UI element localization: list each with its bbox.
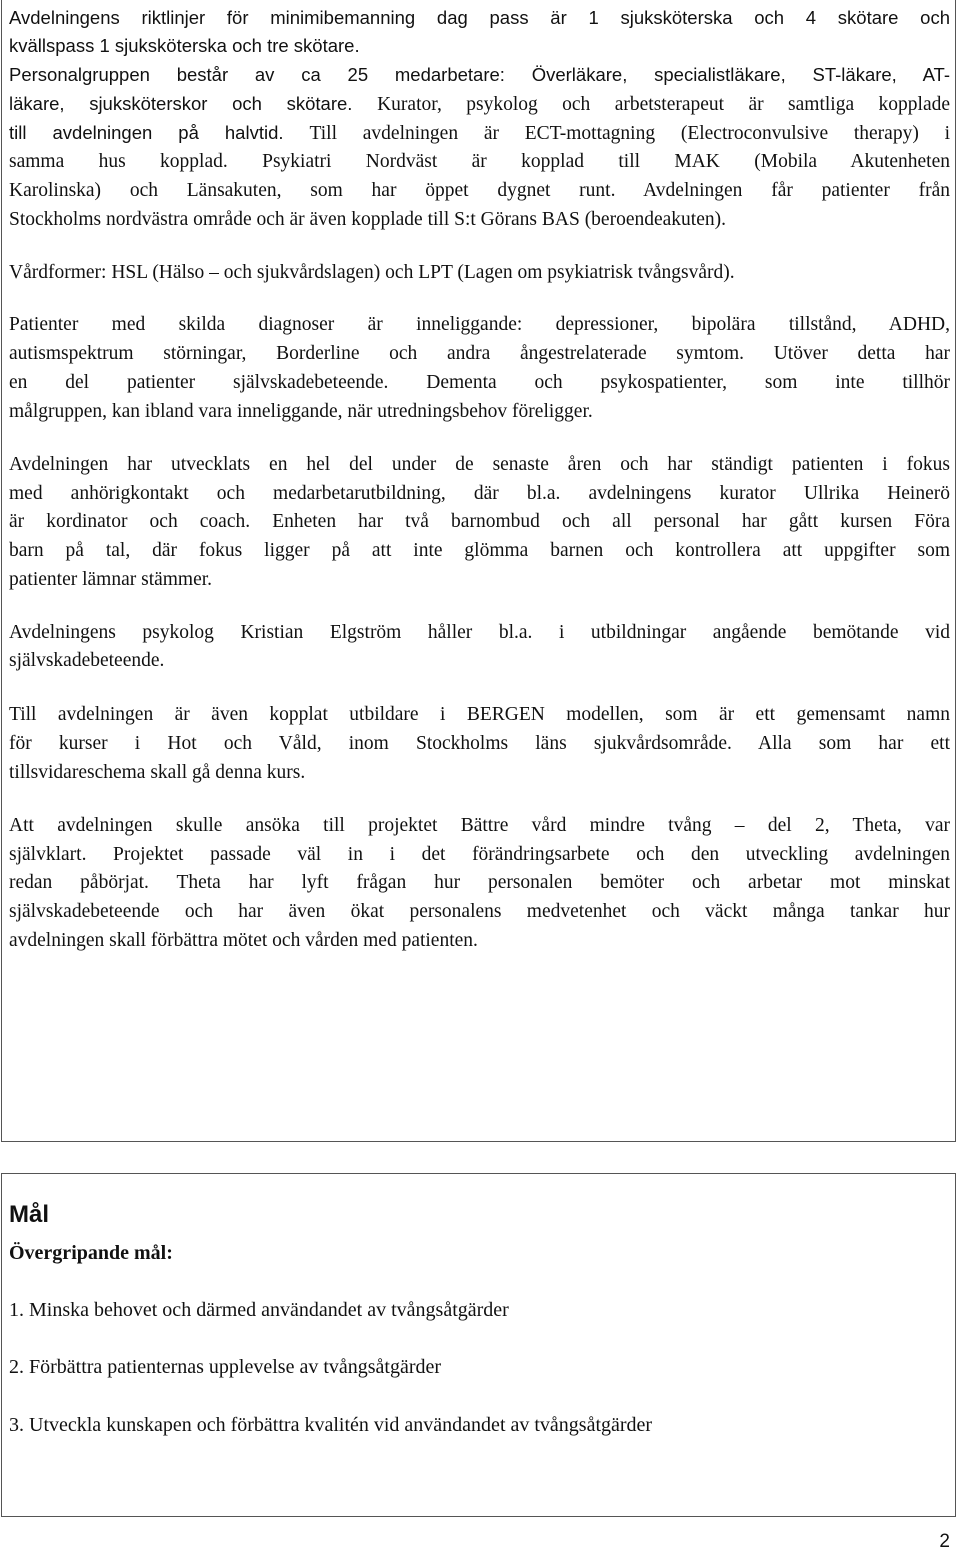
text-run: självskadebeteende.: [9, 650, 165, 671]
paragraph-3-line: [9, 372, 950, 394]
paragraph-7-line: [9, 930, 478, 952]
text-run: är kordinator och coach. Enheten har två barnombud och all personal har gått kursen Föra: [9, 511, 950, 532]
text-run: för kurser i Hot och Våld, inom Stockholms läns sjukvårdsområde. Alla som har ett: [9, 733, 950, 754]
goal-item-3: 3. Utveckla kunskapen och förbättra kvalitén vid användandet av tvångsåtgärder: [9, 1414, 653, 1436]
paragraph-1-line: [9, 122, 950, 145]
paragraph-6-line: [9, 704, 950, 726]
paragraph-4-line: [9, 540, 950, 562]
text-run: avdelningen skall förbättra mötet och vården med patienten.: [9, 930, 478, 951]
text-run: Avdelningens psykolog Kristian Elgström håller bl.a. i utbildningar angående bemötande vid: [9, 622, 950, 643]
text-run: autismspektrum störningar, Borderline och andra ångestrelaterade symtom. Utöver detta har: [9, 343, 950, 364]
paragraph-1-line: [9, 180, 950, 202]
paragraph-3-line: [9, 314, 950, 336]
text-run: målgruppen, kan ibland vara inneliggande, när utredningsbehov föreligger.: [9, 401, 593, 422]
paragraph-1-line: [9, 151, 950, 173]
paragraph-1-line: [9, 64, 950, 87]
text-run: Vårdformer: HSL (Hälso – och sjukvårdslagen) och LPT (Lagen om psykiatrisk tvångsvård).: [9, 262, 735, 283]
page-number: 2: [939, 1531, 950, 1552]
paragraph-2-line: [9, 262, 735, 284]
paragraph-3-line: [9, 343, 950, 365]
text-run: till avdelningen på halvtid.: [9, 122, 310, 143]
paragraph-5-line: [9, 622, 950, 644]
text-run: tillsvidareschema skall gå denna kurs.: [9, 762, 306, 783]
paragraph-4-line: [9, 569, 212, 591]
text-run: självklart. Projektet passade väl in i det förändringsarbete och den utveckling avdelningen: [9, 844, 950, 865]
paragraph-6-line: [9, 733, 950, 755]
goals-box: [1, 1173, 956, 1517]
paragraph-7-line: [9, 901, 950, 923]
text-run: Till avdelningen är ECT-mottagning (Electroconvulsive therapy) i: [309, 123, 950, 144]
text-run: Patienter med skilda diagnoser är inneliggande: depressioner, bipolära tillstånd, ADHD,: [9, 314, 950, 335]
paragraph-1-line: [9, 35, 360, 58]
text-run: Stockholms nordvästra område och är även kopplade till S:t Görans BAS (beroendeakuten).: [9, 209, 726, 230]
text-run: Att avdelningen skulle ansöka till projektet Bättre vård mindre tvång – del 2, Theta, var: [9, 815, 950, 836]
paragraph-6-line: [9, 762, 305, 784]
paragraph-1-line: [9, 93, 950, 116]
paragraph-4-line: [9, 511, 950, 533]
text-run: läkare, sjuksköterskor och skötare.: [9, 93, 378, 114]
text-run: Kurator, psykolog och arbetsterapeut är samtliga kopplade: [377, 94, 950, 115]
text-run: Avdelningen har utvecklats en hel del under de senaste åren och har ständigt patienten i fokus: [9, 454, 950, 475]
text-run: självskadebeteende och har även ökat personalens medvetenhet och väckt många tankar hur: [9, 901, 950, 922]
text-run: patienter lämnar stämmer.: [9, 569, 213, 590]
paragraph-5-line: [9, 650, 164, 672]
paragraph-4-line: [9, 454, 950, 476]
paragraph-7-line: [9, 815, 950, 837]
text-run: med anhörigkontakt och medarbetarutbildning, där bl.a. avdelningens kurator Ullrika Heinerö: [9, 483, 950, 504]
text-run: Avdelningens riktlinjer för minimibemanning dag pass är 1 sjuksköterska och 4 skötare och: [9, 7, 950, 28]
text-run: samma hus kopplad. Psykiatri Nordväst är kopplad till MAK (Mobila Akutenheten: [9, 151, 950, 172]
text-run: en del patienter självskadebeteende. Dementa och psykospatienter, som inte tillhör: [9, 372, 950, 393]
goals-heading: Mål: [9, 1201, 50, 1228]
text-run: Karolinska) och Länsakuten, som har öppet dygnet runt. Avdelningen får patienter från: [9, 180, 950, 201]
paragraph-7-line: [9, 872, 950, 894]
paragraph-3-line: [9, 401, 593, 423]
paragraph-7-line: [9, 844, 950, 866]
goal-item-1: 1. Minska behovet och därmed användandet av tvångsåtgärder: [9, 1299, 509, 1321]
text-run: barn på tal, där fokus ligger på att inte glömma barnen och kontrollera att uppgifter som: [9, 540, 950, 561]
text-run: Till avdelningen är även kopplat utbildare i BERGEN modellen, som är ett gemensamt namn: [9, 704, 950, 725]
paragraph-4-line: [9, 483, 950, 505]
paragraph-1-line: [9, 209, 726, 231]
text-run: kvällspass 1 sjuksköterska och tre skötare.: [9, 35, 360, 56]
text-run: Personalgruppen består av ca 25 medarbetare: Överläkare, specialistläkare, ST-läkare, AT-: [9, 64, 950, 85]
goals-subheading: Övergripande mål:: [9, 1242, 173, 1264]
text-run: redan påbörjat. Theta har lyft frågan hur personalen bemöter och arbetar mot minskat: [9, 872, 950, 893]
paragraph-1-line: [9, 7, 950, 30]
goal-item-2: 2. Förbättra patienternas upplevelse av tvångsåtgärder: [9, 1356, 442, 1378]
